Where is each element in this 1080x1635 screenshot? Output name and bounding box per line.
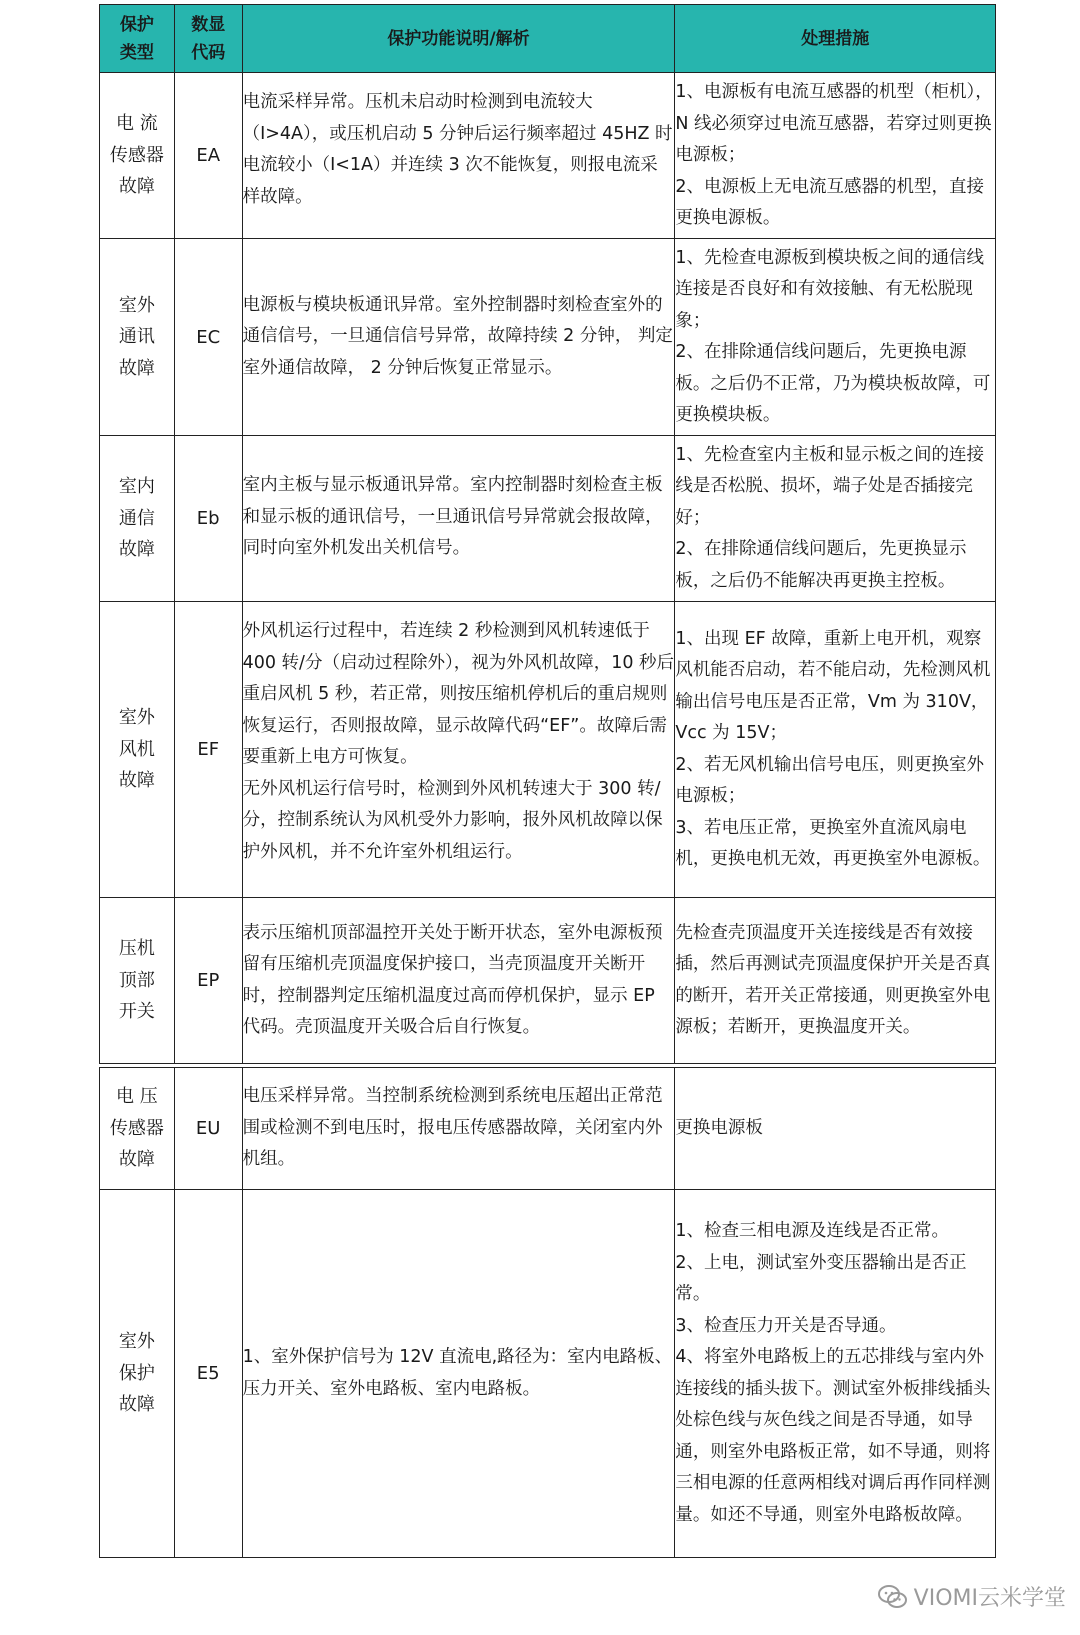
fault-description: 电压采样异常。当控制系统检测到系统电压超出正常范围或检测不到电压时，报电压传感器故障，关闭室内外机组。 [242,1068,675,1190]
fault-code: EF [174,602,242,898]
fault-action: 1、先检查室内主板和显示板之间的连接线是否松脱、损坏，端子处是否插接完好； 2、在排除通信线问题后，先更换显示板，之后仍不能解决再更换主控板。 [675,436,996,602]
fault-name: 室外 通讯 故障 [100,239,175,436]
fault-description: 室内主板与显示板通讯异常。室内控制器时刻检查主板和显示板的通讯信号，一旦通讯信号异常就会报故障，同时向室外机发出关机信号。 [242,436,675,602]
watermark-text: VIOMI云米学堂 [913,1586,1066,1611]
fault-description: 表示压缩机顶部温控开关处于断开状态，室外电源板预留有压缩机壳顶温度保护接口，当壳顶温度开关断开时，控制器判定压缩机温度过高而停机保护，显示 EP 代码。壳顶温度开关吸合后自行恢复。 [242,898,675,1064]
fault-action: 先检查壳顶温度开关连接线是否有效接插，然后再测试壳顶温度保护开关是否真的断开，若开关正常接通，则更换室外电源板；若断开，更换温度开关。 [675,898,996,1064]
table-header-row [100,5,996,73]
fault-code: EC [174,239,242,436]
fault-description: 外风机运行过程中，若连续 2 秒检测到风机转速低于 400 转/分（启动过程除外），视为外风机故障，10 秒后重启风机 5 秒，若正常，则按压缩机停机后的重启规则恢复运行，否则报故障，显示故障代码“EF”。故障后需要重新上电方可恢复。 无外风机运行信号时，检测到外风机转速大于 300 转/分，控制系统认为风机受外力影响，报外风机故障以保护外风机，并不允许室外机组运行。 [242,602,675,898]
fault-code: EP [174,898,242,1064]
fault-action: 1、检查三相电源及连线是否正常。 2、上电，测试室外变压器输出是否正常。 3、检查压力开关是否导通。 4、将室外电路板上的五芯排线与室内外连接线的插头拔下。测试室外板排线插头处棕色线与灰色线之间是否导通，如导通，则室外电路板正常，如不导通，则将三相电源的任意两相线对调后再作同样测量。如还不导通，则室外电路板故障。 [675,1190,996,1558]
fault-name: 压机 顶部 开关 [100,898,175,1064]
watermark [878,1581,1066,1612]
header-type: 保护 类型 [100,5,175,73]
table-row [100,1068,996,1190]
fault-action: 更换电源板 [675,1068,996,1190]
fault-name: 室外 风机 故障 [100,602,175,898]
fault-code: EU [174,1068,242,1190]
fault-action: 1、先检查电源板到模块板之间的通信线连接是否良好和有效接触、有无松脱现象； 2、在排除通信线问题后，先更换电源板。之后仍不正常，乃为模块板故障，可更换模块板。 [675,239,996,436]
table-row [100,73,996,239]
fault-description: 电流采样异常。压机未启动时检测到电流较大（I>4A），或压机启动 5 分钟后运行频率超过 45HZ 时电流较小（I<1A）并连续 3 次不能恢复，则报电流采样故障。 [242,73,675,239]
fault-name: 电 压 传感器 故障 [100,1068,175,1190]
fault-code-table [99,4,996,1558]
fault-code: EA [174,73,242,239]
table-row [100,1190,996,1558]
fault-name: 室外 保护 故障 [100,1190,175,1558]
fault-action: 1、出现 EF 故障，重新上电开机，观察风机能否启动，若不能启动，先检测风机输出信号电压是否正常，Vm 为 310V，Vcc 为 15V； 2、若无风机输出信号电压，则更换室外电源板； 3、若电压正常，更换室外直流风扇电机，更换电机无效，再更换室外电源板。 [675,602,996,898]
header-description: 保护功能说明/解析 [242,5,675,73]
wechat-icon [878,1584,908,1610]
fault-description: 电源板与模块板通讯异常。室外控制器时刻检查室外的通信信号，一旦通信信号异常，故障持续 2 分钟， 判定室外通信故障， 2 分钟后恢复正常显示。 [242,239,675,436]
table-row [100,239,996,436]
table-row [100,898,996,1064]
fault-code: Eb [174,436,242,602]
header-action: 处理措施 [675,5,996,73]
table-row [100,602,996,898]
fault-description: 1、室外保护信号为 12V 直流电,路径为：室内电路板、压力开关、室外电路板、室内电路板。 [242,1190,675,1558]
fault-name: 电 流 传感器 故障 [100,73,175,239]
fault-action: 1、电源板有电流互感器的机型（柜机），N 线必须穿过电流互感器，若穿过则更换电源板； 2、电源板上无电流互感器的机型，直接更换电源板。 [675,73,996,239]
header-code: 数显 代码 [174,5,242,73]
table-row [100,436,996,602]
fault-name: 室内 通信 故障 [100,436,175,602]
fault-code: E5 [174,1190,242,1558]
